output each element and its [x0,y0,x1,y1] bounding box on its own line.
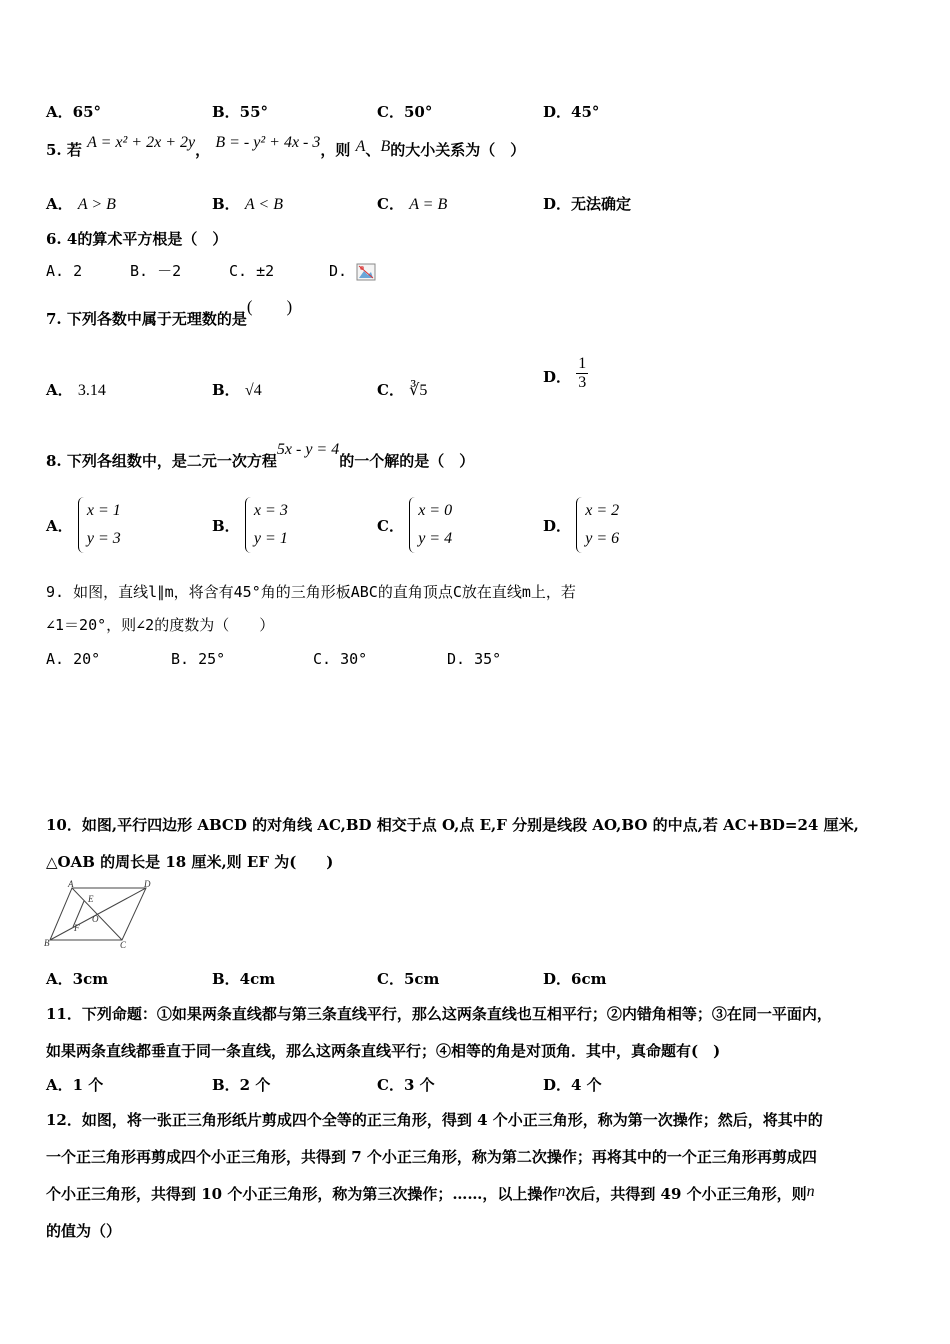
q5-option-b: B． A < B [212,195,283,213]
equation-system: x = 0 y = 4 [409,497,452,553]
q10-option-a: A．3cm [46,970,109,988]
fraction: $\frac{1}{3}$ [578,355,587,391]
label-f: F [74,923,80,933]
q10-option-b: B．4cm [212,970,276,988]
q12-line1: 12．如图，将一张正三角形纸片剪成四个全等的正三角形，得到 4 个小正三角形，称为第一次操作；然后，将其中的 [46,1111,823,1129]
q5-option-a: A． A > B [46,195,116,213]
q5-stem: 5. 若 A = x² + 2x + 2y， B = - y² + 4x - 3，则 A、B的大小关系为（ ） [46,134,526,159]
equation-system: x = 2 y = 6 [576,497,619,553]
parallelogram-figure [40,880,160,948]
q4-option-d: D．45° [543,103,600,121]
q12-line2: 一个正三角形再剪成四个小正三角形，共得到 7 个小正三角形，称为第二次操作；再将其中的一个正三角形再剪成四 [46,1148,817,1166]
q9-option-b: B. 25° [171,650,226,668]
q5-option-c: C． A = B [377,195,448,213]
label-d: D [144,880,151,889]
q9-line2: ∠1＝20°，则∠2的度数为（ ） [46,616,275,634]
q8-option-d: D． x = 2 y = 6 [543,497,619,553]
q11-option-a: A．1 个 [46,1076,104,1094]
equation-system: x = 1 y = 3 [78,497,121,553]
q7-option-d: D． $\frac{1}{3}$ [543,355,587,391]
label-e: E [88,894,94,904]
q5-expr-a: A = x² + 2x + 2y [87,134,196,151]
q12-line4: 的值为（） [46,1222,122,1240]
q11-line2: 如果两条直线都垂直于同一条直线，那么这两条直线平行；④相等的角是对顶角．其中，真命题有( ) [46,1042,721,1060]
q9-option-c: C. 30° [313,650,368,668]
label-c: C [120,940,127,948]
q7-option-c: C． ∛5 [377,381,428,399]
q10-option-c: C．5cm [377,970,440,988]
q8-option-c: C． x = 0 y = 4 [377,497,452,553]
broken-image-icon [356,263,376,281]
q10-line1: 10．如图,平行四边形 ABCD 的对角线 AC,BD 相交于点 O,点 E,F 分别是线段 AO,BO 的中点,若 AC+BD=24 厘米, [46,816,859,834]
equation-system: x = 3 y = 1 [245,497,288,553]
q5-expr-b: B = - y² + 4x - 3 [215,134,321,151]
q7-option-b: B． √4 [212,381,262,399]
q6-stem: 6. 4的算术平方根是（ ） [46,230,228,248]
q9-option-a: A. 20° [46,650,101,668]
label-a: A [68,880,74,889]
q11-option-d: D．4 个 [543,1076,602,1094]
q8-option-a: A． x = 1 y = 3 [46,497,121,553]
q6-option-d: D. [329,261,376,281]
label-b: B [44,938,50,948]
q8-stem: 8. 下列各组数中，是二元一次方程5x - y = 4的一个解的是（ ） [46,441,475,470]
q12-line3: 个小正三角形，共得到 10 个小正三角形，称为第三次操作；……，以上操作n次后，共得到 49 个小正三角形，则n [46,1183,815,1203]
q8-option-b: B． x = 3 y = 1 [212,497,288,553]
q11-option-b: B．2 个 [212,1076,271,1094]
q4-option-b: B．55° [212,103,269,121]
q4-option-c: C．50° [377,103,433,121]
q6-option-a: A. 2 [46,262,83,280]
q6-option-c: C. ±2 [229,262,275,280]
q11-option-c: C．3 个 [377,1076,435,1094]
q7-stem: 7. 下列各数中属于无理数的是( ) [46,297,293,328]
q5-option-d: D．无法确定 [543,195,632,213]
q9-line1: 9. 如图，直线l∥m，将含有45°角的三角形板ABC的直角顶点C放在直线m上，若 [46,583,576,601]
q7-option-a: A． 3.14 [46,381,106,399]
q11-line1: 11．下列命题：①如果两条直线都与第三条直线平行，那么这两条直线也互相平行；②内错角相等；③在同一平面内， [46,1005,832,1023]
q4-option-a: A．65° [46,103,102,121]
q9-option-d: D. 35° [447,650,502,668]
q8-equation: 5x - y = 4 [276,441,340,458]
q10-line2: △OAB 的周长是 18 厘米,则 EF 为( ) [46,853,334,871]
label-o: O [92,914,99,924]
q10-option-d: D．6cm [543,970,607,988]
q6-option-b: B. －2 [130,262,182,280]
